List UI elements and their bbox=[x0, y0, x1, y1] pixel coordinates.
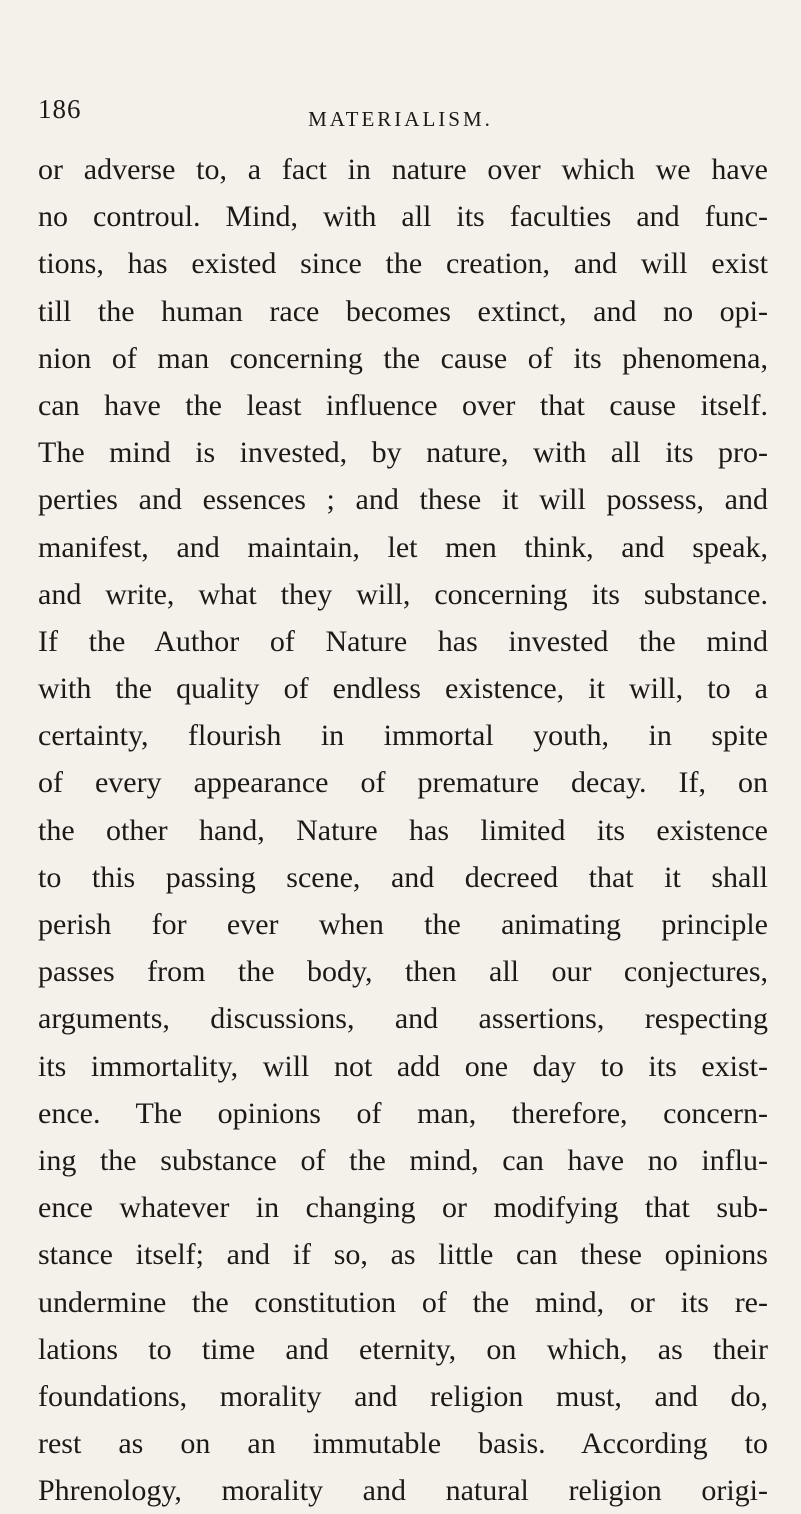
text-line: If the Author of Nature has invested the mind bbox=[38, 624, 768, 658]
text-line: its immortality, will not add one day to its exist- bbox=[38, 1049, 768, 1083]
text-line: or adverse to, a fact in nature over which we have bbox=[38, 153, 768, 186]
text-line: arguments, discussions, and assertions, respecting bbox=[38, 1002, 768, 1036]
text-line: perish for ever when the animating principle bbox=[38, 908, 768, 941]
text-line: The mind is invested, by nature, with all its pro- bbox=[38, 436, 768, 470]
text-line: with the quality of endless existence, it will, to a bbox=[38, 672, 768, 706]
text-line: certainty, flourish in immortal youth, in spite bbox=[38, 719, 768, 753]
running-head: MATERIALISM. bbox=[308, 107, 493, 131]
text-line: tions, has existed since the creation, and will exist bbox=[38, 247, 768, 281]
text-line: nion of man concerning the cause of its phenomena, bbox=[38, 341, 768, 375]
page-number: 186 bbox=[38, 94, 82, 124]
text-line: ence whatever in changing or modifying that sub- bbox=[38, 1191, 768, 1225]
text-line: till the human race becomes extinct, and no opi- bbox=[38, 294, 768, 328]
text-line: undermine the constitution of the mind, or its re- bbox=[38, 1285, 768, 1319]
text-line: stance itself; and if so, as little can these opinions bbox=[38, 1238, 768, 1272]
text-line: rest as on an immutable basis. According to bbox=[38, 1427, 768, 1461]
text-line: lations to time and eternity, on which, as their bbox=[38, 1332, 768, 1366]
text-line: manifest, and maintain, let men think, and speak, bbox=[38, 530, 768, 564]
text-line: can have the least influence over that cause itself. bbox=[38, 388, 768, 422]
text-line: of every appearance of premature decay. If, on bbox=[38, 766, 768, 800]
text-line: the other hand, Nature has limited its existence bbox=[38, 813, 768, 847]
text-line: and write, what they will, concerning its substance. bbox=[38, 577, 768, 611]
text-line: passes from the body, then all our conjectures, bbox=[38, 955, 768, 989]
text-line: foundations, morality and religion must, and do, bbox=[38, 1379, 768, 1413]
text-line: Phrenology, morality and natural religion origi- bbox=[38, 1474, 768, 1508]
text-line: ence. The opinions of man, therefore, concern- bbox=[38, 1096, 768, 1130]
body-text bbox=[38, 146, 768, 1514]
text-line: to this passing scene, and decreed that it shall bbox=[38, 860, 768, 894]
text-line: ing the substance of the mind, can have no influ- bbox=[38, 1143, 768, 1177]
text-line: no controul. Mind, with all its faculties and func- bbox=[38, 200, 768, 234]
text-line: perties and essences ; and these it will possess, and bbox=[38, 483, 768, 517]
